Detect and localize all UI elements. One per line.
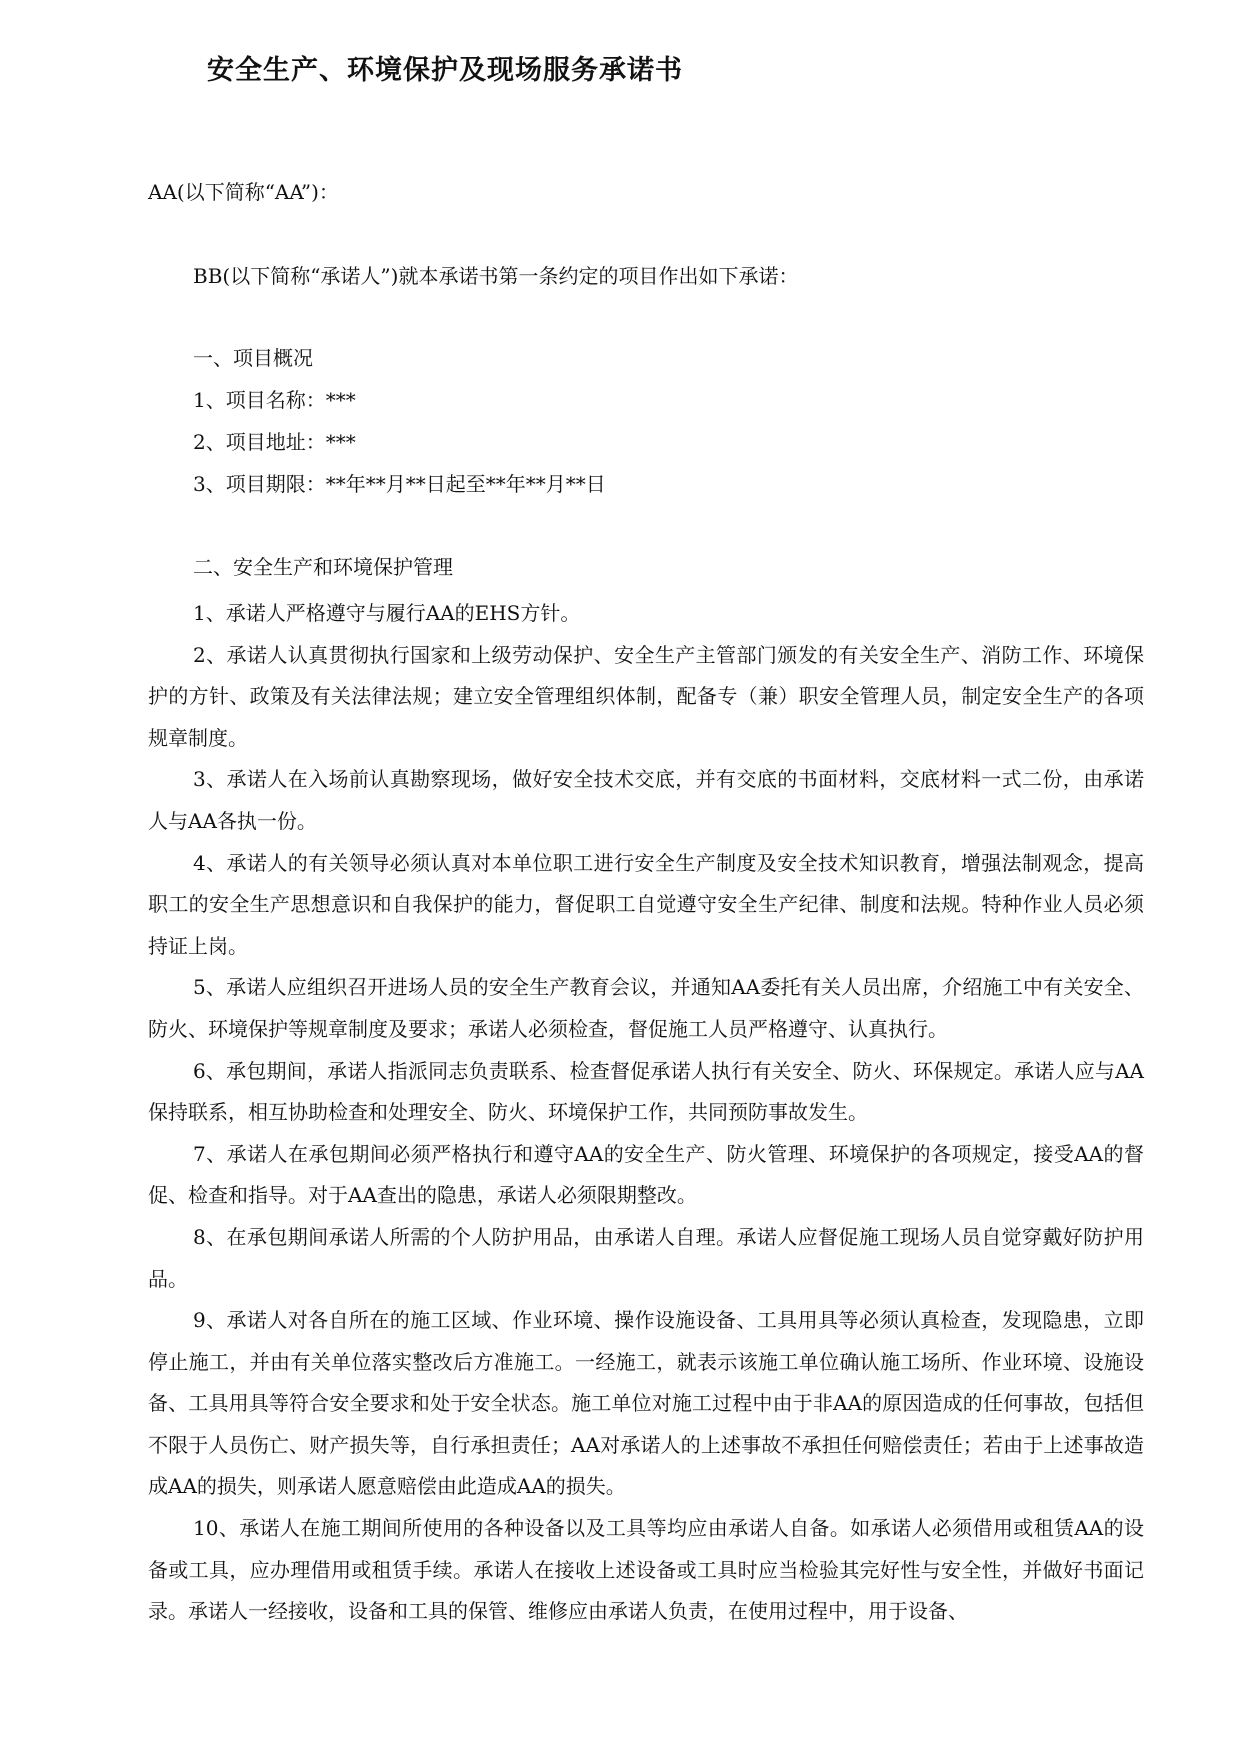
project-address-item: 2、项目地址：*** <box>193 430 356 454</box>
clause-1: 1、承诺人严格遵守与履行AA的EHS方针。 <box>193 601 581 625</box>
project-name-item: 1、项目名称：*** <box>193 388 356 412</box>
clause-5: 5、承诺人应组织召开进场人员的安全生产教育会议，并通知AA委托有关人员出席，介绍施工中有关安全、防火、环境保护等规章制度及要求；承诺人必须检查，督促施工人员严格遵守、认真执行。 <box>148 975 1144 1041</box>
clause-2: 2、承诺人认真贯彻执行国家和上级劳动保护、安全生产主管部门颁发的有关安全生产、消防工作、环境保护的方针、政策及有关法律法规；建立安全管理组织体制，配备专（兼）职安全管理人员，制定安全生产的各项规章制度。 <box>148 642 1144 750</box>
clause-9: 9、承诺人对各自所在的施工区域、作业环境、操作设施设备、工具用具等必须认真检查，发现隐患，立即停止施工，并由有关单位落实整改后方准施工。一经施工，就表示该施工单位确认施工场所、作业环境、设施设备、工具用具等符合安全要求和处于安全状态。施工单位对施工过程中由于非AA的原因造成的任何事故，包括但不限于人员伤亡、财产损失等，自行承担责任；AA对承诺人的上述事故不承担任何赔偿责任；若由于上述事故造成AA的损失，则承诺人愿意赔偿由此造成AA的损失。 <box>148 1308 1144 1499</box>
salutation: AA(以下简称“AA”)： <box>148 180 339 204</box>
section-2-clauses <box>148 593 1144 1633</box>
clause-4: 4、承诺人的有关领导必须认真对本单位职工进行安全生产制度及安全技术知识教育，增强法制观念，提高职工的安全生产思想意识和自我保护的能力，督促职工自觉遵守安全生产纪律、制度和法规。特种作业人员必须持证上岗。 <box>148 850 1144 958</box>
clause-8: 8、在承包期间承诺人所需的个人防护用品，由承诺人自理。承诺人应督促施工现场人员自觉穿戴好防护用品。 <box>148 1224 1144 1291</box>
section-1-heading: 一、项目概况 <box>193 346 313 370</box>
project-period-item: 3、项目期限：**年**月**日起至**年**月**日 <box>193 472 606 496</box>
clause-10: 10、承诺人在施工期间所使用的各种设备以及工具等均应由承诺人自备。如承诺人必须借用或租赁AA的设备或工具，应办理借用或租赁手续。承诺人在接收上述设备或工具时应当检验其完好性与安全性，并做好书面记录。承诺人一经接收，设备和工具的保管、维修应由承诺人负责，在使用过程中，用于设备、 <box>148 1516 1144 1624</box>
section-2-heading: 二、安全生产和环境保护管理 <box>193 555 453 579</box>
clause-6: 6、承包期间，承诺人指派同志负责联系、检查督促承诺人执行有关安全、防火、环保规定。承诺人应与AA保持联系，相互协助检查和处理安全、防火、环境保护工作，共同预防事故发生。 <box>148 1058 1144 1125</box>
intro-paragraph: BB(以下简称“承诺人”)就本承诺书第一条约定的项目作出如下承诺： <box>193 264 799 288</box>
clause-3: 3、承诺人在入场前认真勘察现场，做好安全技术交底，并有交底的书面材料，交底材料一式二份，由承诺人与AA各执一份。 <box>148 767 1144 833</box>
document-title: 安全生产、环境保护及现场服务承诺书 <box>207 55 683 86</box>
clause-7: 7、承诺人在承包期间必须严格执行和遵守AA的安全生产、防火管理、环境保护的各项规定，接受AA的督促、检查和指导。对于AA查出的隐患，承诺人必须限期整改。 <box>148 1141 1144 1208</box>
